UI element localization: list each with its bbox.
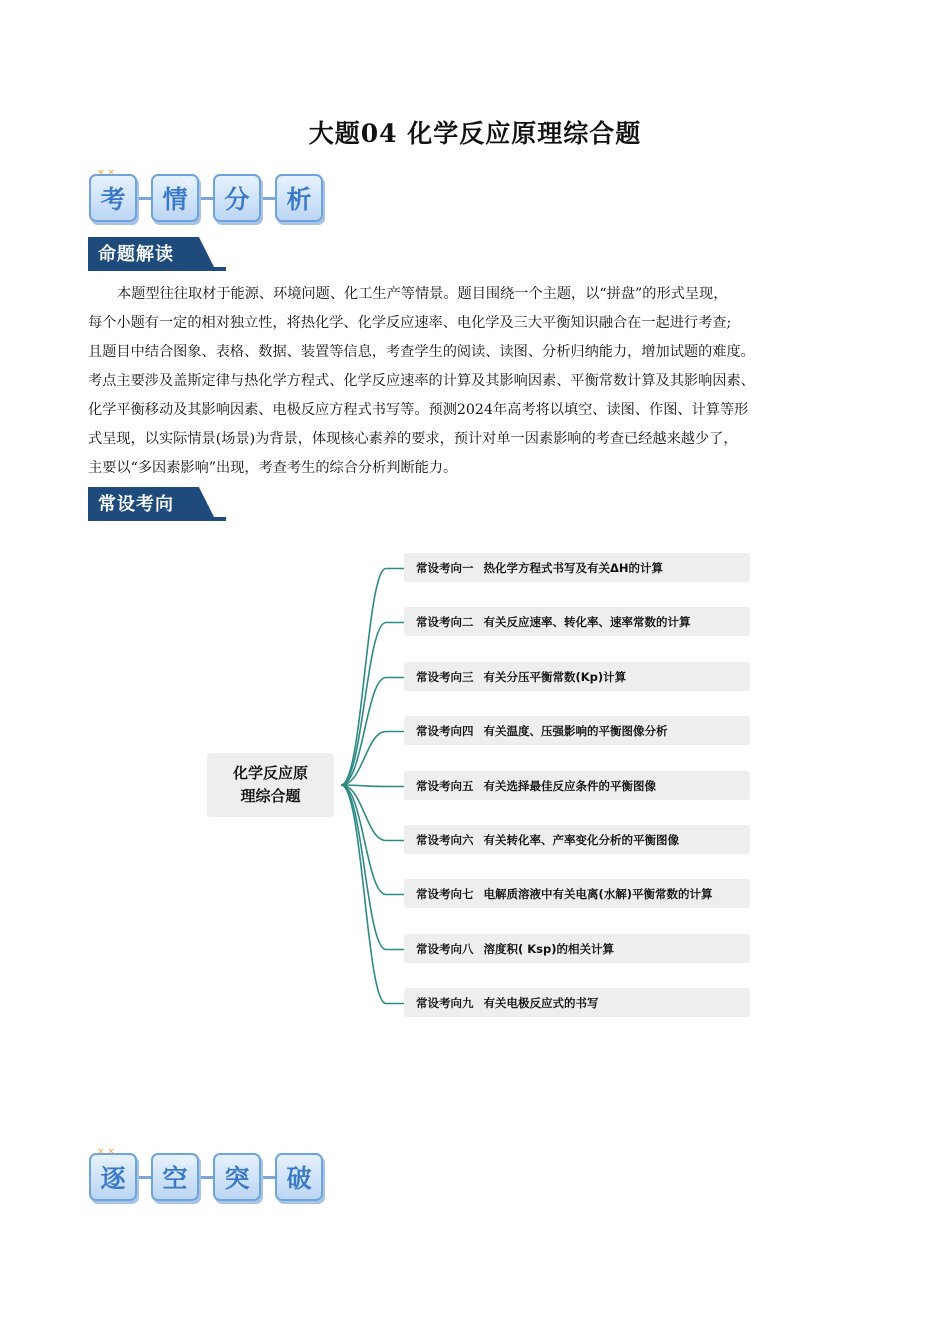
branch-text: 溶度积( Ksp)的相关计算 [483,941,615,956]
badge-connector [199,1176,213,1179]
badge-tile: × × 逐 [89,1153,137,1201]
badge-zhukong-tupo [89,1147,323,1201]
badge-char: 情 [162,185,188,214]
mindmap-branch [404,988,750,1017]
mindmap-link [341,785,404,950]
branch-label: 常设考向五 [416,778,474,793]
badge-tile: × × 考 [89,174,137,222]
badge-char: 突 [224,1164,250,1193]
paragraph-line: 式呈现，以实际情景(场景)为背景，体现核心素养的要求，预计对单一因素影响的考查已经越来越少了， [88,431,738,447]
branch-label: 常设考向三 [416,669,474,684]
section-title: 命题解读 [98,244,174,265]
badge-connector [261,1176,275,1179]
mindmap-branch [404,607,750,636]
mindmap-branch [404,825,750,854]
branch-label: 常设考向六 [416,832,474,847]
badge-tile [213,1153,261,1201]
badge-tile: ○○ 空 [151,1153,199,1201]
mindmap-branch [404,934,750,963]
badge-char: 分 [224,185,250,214]
mindmap-center [207,753,334,817]
mindmap-branch [404,662,750,691]
mindmap-center-line: 化学反应原 [232,764,308,782]
badge-char: 逐 [100,1164,126,1193]
paragraph-line: 化学平衡移动及其影响因素、电极反应方程式书写等。预测2024年高考将以填空、读图、作图、计算等形 [88,402,749,418]
mindmap-link [341,785,404,787]
mindmap-branch [404,716,750,745]
mindmap-branch [404,879,750,908]
badge-char: 考 [100,185,126,214]
mindmap-center-line: 理综合题 [240,787,301,805]
branch-label: 常设考向四 [416,723,474,738]
mindmap-branch [404,553,750,582]
badge-char: 析 [286,185,312,214]
mindmap-link [341,623,404,786]
badge-char: 破 [286,1164,312,1193]
branch-text: 热化学方程式书写及有关ΔH的计算 [483,560,664,575]
paragraph-line: 每个小题有一定的相对独立性，将热化学、化学反应速率、电化学及三大平衡知识融合在一起进行考查; [88,315,732,331]
paragraph-line: 且题目中结合图象、表格、数据、装置等信息，考查学生的阅读、读图、分析归纳能力，增加试题的难度。 [88,344,755,360]
branch-text: 有关转化率、产率变化分析的平衡图像 [483,832,679,847]
branch-text: 有关分压平衡常数(Kp)计算 [483,669,627,684]
badge-connector [137,1176,151,1179]
badge-tile [275,1153,323,1201]
branch-label: 常设考向一 [416,560,474,575]
branch-label: 常设考向七 [416,886,474,901]
branch-label: 常设考向二 [416,614,474,629]
paragraph-line: 本题型往往取材于能源、环境问题、化工生产等情景。题目围绕一个主题，以“拼盘”的形式呈现， [117,286,728,302]
badge-tile: ○○ 情 [151,174,199,222]
branch-label: 常设考向九 [416,995,474,1010]
badge-char: 空 [162,1164,188,1193]
branch-text: 电解质溶液中有关电离(水解)平衡常数的计算 [483,886,713,901]
paragraph-line: 主要以“多因素影响”出现，考查考生的综合分析判断能力。 [88,460,458,476]
branch-text: 有关电极反应式的书写 [483,995,599,1010]
branch-text: 有关温度、压强影响的平衡图像分析 [483,723,668,738]
paragraph-line: 考点主要涉及盖斯定律与热化学方程式、化学反应速率的计算及其影响因素、平衡常数计算及其影响因素、 [88,373,755,389]
mindmap-branch [404,771,750,800]
branch-text: 有关反应速率、转化率、速率常数的计算 [483,614,691,629]
page-title: 大题04 化学反应原理综合题 [308,119,642,148]
section-title: 常设考向 [98,494,174,515]
branch-label: 常设考向八 [416,941,474,956]
branch-text: 有关选择最佳反应条件的平衡图像 [483,778,656,793]
